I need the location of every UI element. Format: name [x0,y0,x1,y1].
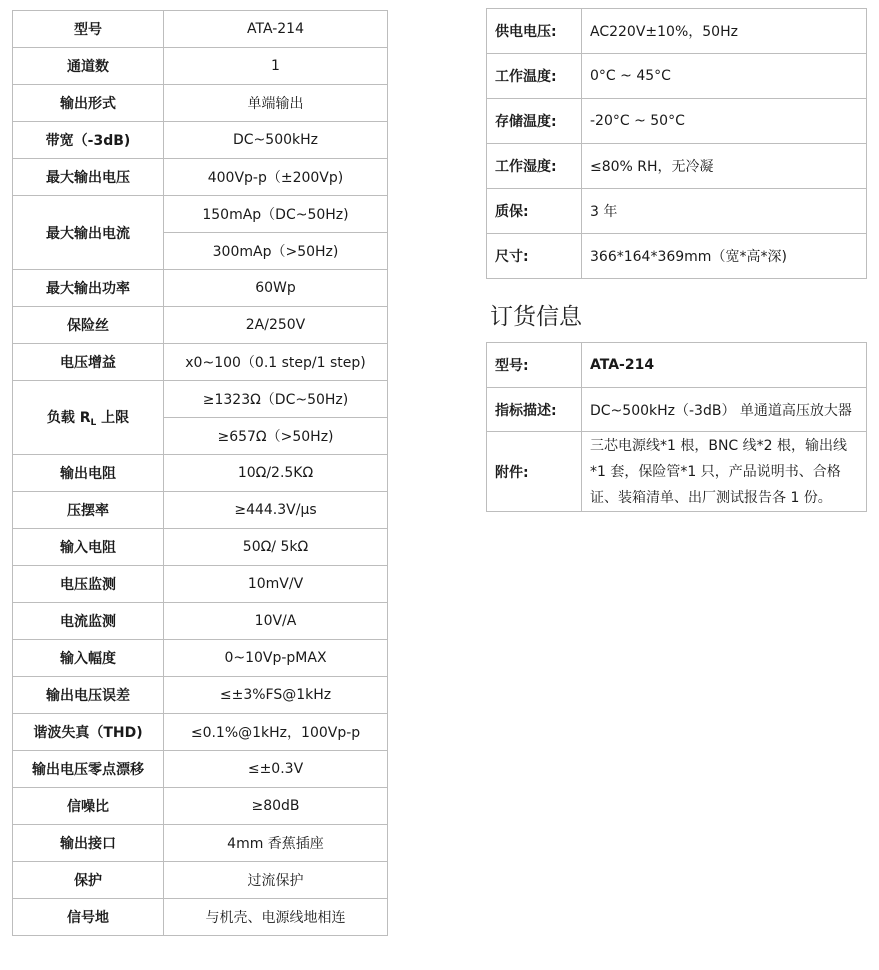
spec-table-main [12,10,388,936]
spec-value: ≥1323Ω（DC~50Hz) [164,381,388,418]
spec-value: ≤80% RH，无冷凝 [582,144,867,189]
spec-value: 60Wp [164,270,388,307]
spec-key: 电流监测 [13,603,164,640]
table-row [13,381,388,418]
table-row [13,48,388,85]
spec-key: 输出电压误差 [13,677,164,714]
spec-value: 过流保护 [164,862,388,899]
order-key: 指标描述: [487,388,582,432]
spec-key: 保险丝 [13,307,164,344]
table-row [13,307,388,344]
spec-value: 单端输出 [164,85,388,122]
table-row [487,144,867,189]
table-row [13,677,388,714]
table-row [13,529,388,566]
spec-key: 电压增益 [13,344,164,381]
order-info-heading: 订货信息 [490,304,582,330]
spec-value: ATA-214 [164,11,388,48]
table-row [13,344,388,381]
spec-key: 输出接口 [13,825,164,862]
spec-key: 信号地 [13,899,164,936]
spec-value: ≥657Ω（>50Hz) [164,418,388,455]
table-row [13,85,388,122]
spec-value: 0°C ~ 45°C [582,54,867,99]
table-row [13,788,388,825]
spec-value: 150mAp（DC~50Hz) [164,196,388,233]
spec-value: 366*164*369mm（宽*高*深) [582,234,867,279]
spec-value: 50Ω/ 5kΩ [164,529,388,566]
table-row [13,603,388,640]
spec-value: 3 年 [582,189,867,234]
spec-key: 工作湿度: [487,144,582,189]
table-row [487,343,867,388]
spec-value: 0~10Vp-pMAX [164,640,388,677]
spec-table-environment [486,8,867,279]
spec-value: 400Vp-p（±200Vp) [164,159,388,196]
table-row [13,862,388,899]
spec-value: 10mV/V [164,566,388,603]
table-row [13,640,388,677]
table-row [487,189,867,234]
table-row [13,159,388,196]
spec-value: 10V/A [164,603,388,640]
spec-key: 输出形式 [13,85,164,122]
spec-key: 最大输出电流 [13,196,164,270]
table-row [13,825,388,862]
table-row [13,455,388,492]
spec-value: DC~500kHz [164,122,388,159]
spec-key: 工作温度: [487,54,582,99]
table-row [13,11,388,48]
spec-value: ≥80dB [164,788,388,825]
spec-key: 尺寸: [487,234,582,279]
spec-value: ≤±0.3V [164,751,388,788]
spec-key-suffix: 上限 [96,410,130,426]
table-row [13,714,388,751]
table-row [13,566,388,603]
spec-key: 电压监测 [13,566,164,603]
table-row [487,388,867,432]
spec-value: 2A/250V [164,307,388,344]
spec-value: ≥444.3V/μs [164,492,388,529]
spec-value: ≤0.1%@1kHz，100Vp-p [164,714,388,751]
spec-key: 通道数 [13,48,164,85]
spec-key: 输出电压零点漂移 [13,751,164,788]
spec-key: 输出电阻 [13,455,164,492]
order-value: ATA-214 [582,343,867,388]
table-row [487,9,867,54]
order-value: DC~500kHz（-3dB） 单通道高压放大器 [582,388,867,432]
order-key: 附件: [487,432,582,512]
spec-key: 最大输出功率 [13,270,164,307]
table-row [487,99,867,144]
table-row [13,492,388,529]
spec-key: 输入幅度 [13,640,164,677]
spec-key: 谐波失真（THD) [13,714,164,751]
spec-value: 10Ω/2.5KΩ [164,455,388,492]
spec-value: ≤±3%FS@1kHz [164,677,388,714]
spec-value: 300mAp（>50Hz) [164,233,388,270]
spec-key: 最大输出电压 [13,159,164,196]
spec-key-load-limit [13,381,164,455]
spec-value: AC220V±10%，50Hz [582,9,867,54]
table-row [13,751,388,788]
spec-value: -20°C ~ 50°C [582,99,867,144]
spec-value: 1 [164,48,388,85]
table-row [487,432,867,512]
spec-key: 保护 [13,862,164,899]
table-row [13,122,388,159]
table-row [487,54,867,99]
spec-key: 质保: [487,189,582,234]
table-row [13,270,388,307]
order-value: 三芯电源线*1 根，BNC 线*2 根，输出线*1 套，保险管*1 只，产品说明书、合格证、装箱清单、出厂测试报告各 1 份。 [582,432,867,512]
spec-value: 与机壳、电源线地相连 [164,899,388,936]
spec-key-prefix: 负载 R [46,410,91,426]
table-row [13,899,388,936]
table-row [13,196,388,233]
spec-key: 带宽（-3dB) [13,122,164,159]
spec-key: 型号 [13,11,164,48]
spec-key: 存储温度: [487,99,582,144]
spec-value: 4mm 香蕉插座 [164,825,388,862]
spec-key: 输入电阻 [13,529,164,566]
spec-key-subscript: L [90,418,97,428]
spec-key: 压摆率 [13,492,164,529]
spec-key: 供电电压: [487,9,582,54]
spec-value: x0~100（0.1 step/1 step) [164,344,388,381]
table-row [487,234,867,279]
spec-key: 信噪比 [13,788,164,825]
order-key: 型号: [487,343,582,388]
order-info-table [486,342,867,512]
